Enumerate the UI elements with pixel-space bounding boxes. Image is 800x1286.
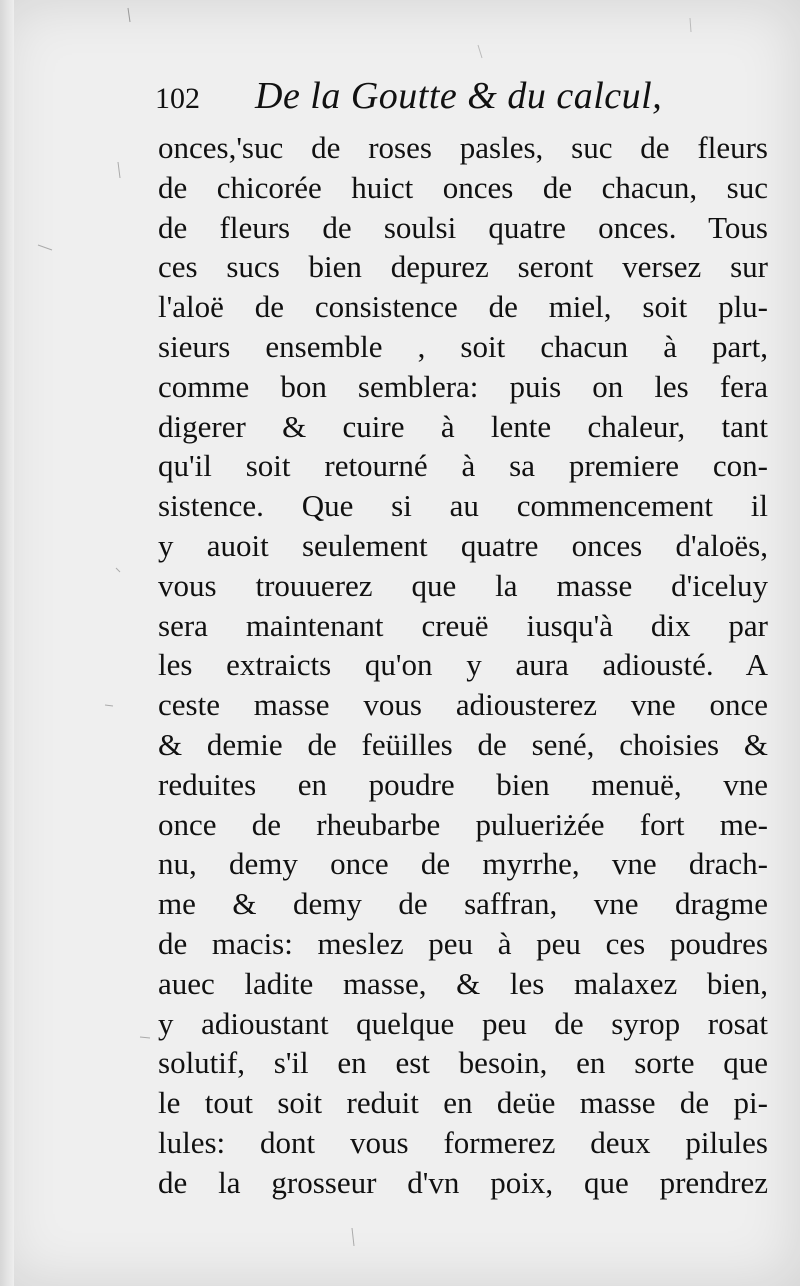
text-line: nu, demy once de myrrhe, vne drach- — [158, 846, 768, 882]
running-title: De la Goutte & du calcul, — [255, 75, 663, 117]
text-line: ces sucs bien depurez seront versez sur — [158, 249, 768, 285]
text-line: digerer & cuire à lente chaleur, tant — [158, 408, 768, 444]
text-line: sera maintenant creuë iusqu'à dix par — [158, 607, 768, 643]
page-gutter — [0, 0, 14, 1286]
text-line: once de rheubarbe pulueriżée fort me- — [158, 806, 768, 842]
text-line: sistence. Que si au commencement il — [158, 488, 768, 524]
page-header — [155, 72, 775, 130]
text-line: le tout soit reduit en deüe masse de pi- — [158, 1085, 768, 1121]
text-line: comme bon semblera: puis on les fera — [158, 368, 768, 404]
text-line: de la grosseur d'vn poix, que prendrez — [158, 1164, 768, 1200]
text-line: y adioustant quelque peu de syrop rosat — [158, 1005, 768, 1041]
text-line: qu'il soit retourné à sa premiere con- — [158, 448, 768, 484]
text-line: onces,'suc de roses pasles, suc de fleurs — [158, 130, 768, 165]
text-line: me & demy de saffran, vne dragme — [158, 886, 768, 922]
text-line: lules: dont vous formerez deux pilules — [158, 1124, 768, 1160]
text-line: y auoit seulement quatre onces d'aloës, — [158, 527, 768, 563]
text-line: vous trouuerez que la masse d'iceluy — [158, 567, 768, 603]
page-number: 102 — [155, 82, 200, 115]
text-line: de chicorée huict onces de chacun, suc — [158, 169, 768, 205]
text-line: de macis: meslez peu à peu ces poudres — [158, 925, 768, 961]
text-line: l'aloë de consistence de miel, soit plu- — [158, 289, 768, 325]
text-line: solutif, s'il en est besoin, en sorte que — [158, 1045, 768, 1081]
text-line: sieurs ensemble , soit chacun à part, — [158, 328, 768, 364]
text-line: de fleurs de soulsi quatre onces. Tous — [158, 209, 768, 245]
text-line: & demie de feüilles de sené, choisies & — [158, 726, 768, 762]
body-text — [158, 128, 768, 1203]
text-line: les extraicts qu'on y aura adiousté. A — [158, 647, 768, 683]
text-line: ceste masse vous adiousterez vne once — [158, 687, 768, 723]
text-line: reduites en poudre bien menuë, vne — [158, 766, 768, 802]
text-line: auec ladite masse, & les malaxez bien, — [158, 965, 768, 1001]
